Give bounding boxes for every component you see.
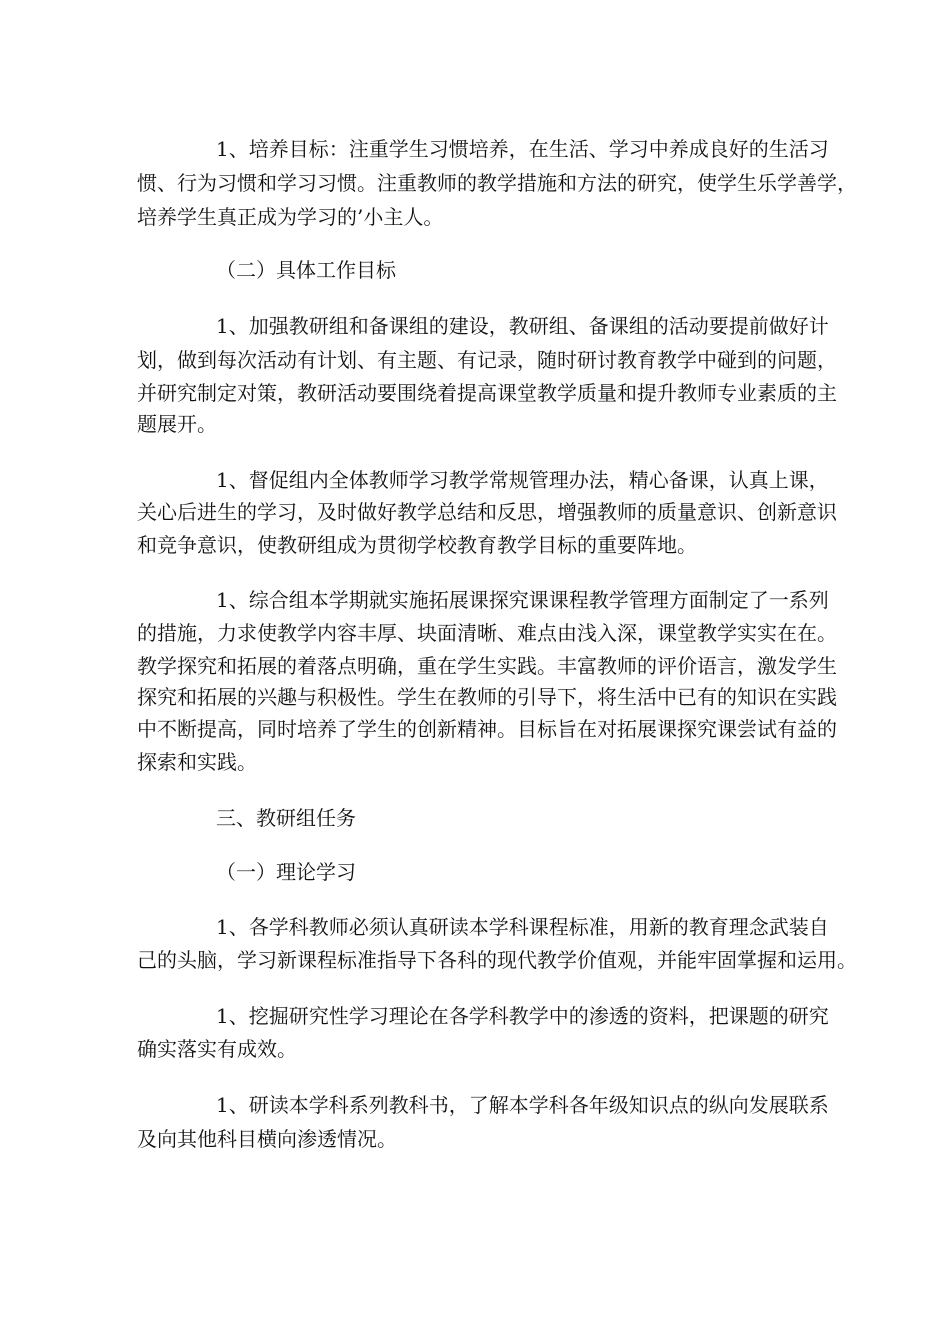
paragraph-line: 教学探究和拓展的着落点明确，重在学生实践。丰富教师的评价语言，激发学生 [137,654,837,678]
paragraph-line: 划，做到每次活动有计划、有主题、有记录，随时研讨教育教学中碰到的问题， [137,348,837,372]
paragraph-line: 1、培养目标：注重学生习惯培养，在生活、学习中养成良好的生活习 [216,137,829,161]
section-heading: 三、教研组任务 [216,806,356,830]
paragraph-line: 1、各学科教师必须认真研读本学科课程标准，用新的教育理念武装自 [216,915,829,939]
paragraph-line: 并研究制定对策，教研活动要围绕着提高课堂教学质量和提升教师专业素质的主 [137,381,837,405]
paragraph-line: 1、综合组本学期就实施拓展课探究课课程教学管理方面制定了一系列 [216,588,829,612]
paragraph-line: 的措施，力求使教学内容丰厚、块面清晰、难点由浅入深，课堂教学实实在在。 [137,621,837,645]
paragraph-line: 确实落实有成效。 [137,1037,297,1061]
paragraph-line: 惯、行为习惯和学习习惯。注重教师的教学措施和方法的研究，使学生乐学善学， [137,171,857,195]
paragraph-line: 探究和拓展的兴趣与积极性。学生在教师的引导下，将生活中已有的知识在实践 [137,685,837,709]
paragraph-line: 1、加强教研组和备课组的建设，教研组、备课组的活动要提前做好计 [216,314,829,338]
section-heading: （一）理论学习 [216,860,356,884]
paragraph-line: 探索和实践。 [137,750,257,774]
paragraph-line: 及向其他科目横向渗透情况。 [137,1127,397,1151]
paragraph-line: 关心后进生的学习，及时做好教学总结和反思，增强教师的质量意识、创新意识 [137,500,837,524]
paragraph-line: 1、督促组内全体教师学习教学常规管理办法，精心备课，认真上课， [216,468,829,492]
paragraph-line: 1、研读本学科系列教科书，了解本学科各年级知识点的纵向发展联系 [216,1093,829,1117]
paragraph-line: 1、挖掘研究性学习理论在各学科教学中的渗透的资料，把课题的研究 [216,1004,829,1028]
paragraph-line: 培养学生真正成为学习的’小主人。 [137,205,444,229]
paragraph-line: 中不断提高，同时培养了学生的创新精神。目标旨在对拓展课探究课尝试有益的 [137,717,837,741]
section-heading: （二）具体工作目标 [216,258,396,282]
paragraph-line: 和竞争意识，使教研组成为贯彻学校教育教学目标的重要阵地。 [137,533,697,557]
paragraph-line: 己的头脑，学习新课程标准指导下各科的现代教学价值观，并能牢固掌握和运用。 [137,948,857,972]
paragraph-line: 题展开。 [137,412,217,436]
